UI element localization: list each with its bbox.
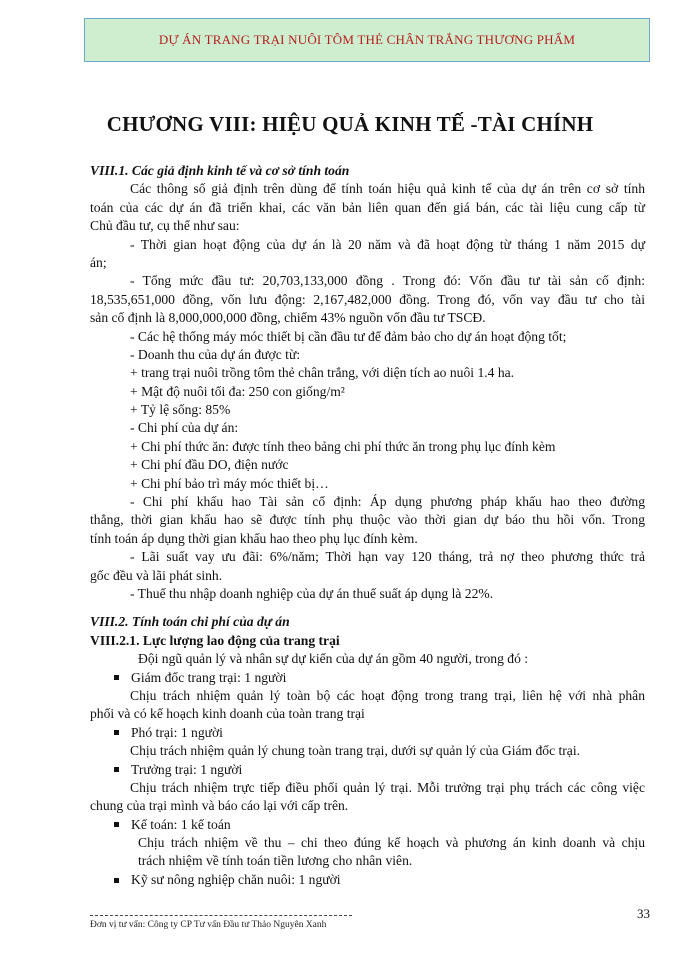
paragraph-line: - Thuế thu nhập doanh nghiệp của dự án thuế suất áp dụng là 22%. [130,585,494,601]
bullet-icon [114,822,119,827]
paragraph-line: chung của trại mình và báo cáo lại với cấp trên. [90,798,349,814]
paragraph-line: Chịu trách nhiệm quản lý toàn bộ các hoạt động trong trang trại, liên hệ với nhà phân [130,687,645,703]
bullet-icon [114,878,119,883]
paragraph-line: Chịu trách nhiệm quản lý chung toàn trang trại, dưới sự quản lý của Giám đốc trại. [130,743,581,759]
paragraph-line: - Doanh thu của dự án được từ: [130,346,301,362]
bullet-icon [114,767,119,772]
role-title: Giám đốc trang trại: 1 người [131,669,287,685]
paragraph-line: - Thời gian hoạt động của dự án là 20 năm và đã hoạt động từ tháng 1 năm 2015 dự [130,236,645,252]
role-title: Phó trại: 1 người [131,724,223,740]
paragraph-line: 18,535,651,000 đồng, vốn lưu động: 2,167,482,000 đồng. Trong đó, vốn vay đầu tư cho tài [90,291,645,307]
document-header [84,18,650,62]
list-item [90,871,645,889]
role-title: Trưởng trại: 1 người [131,761,243,777]
bullet-icon [114,730,119,735]
paragraph-line: + Mật độ nuôi tối đa: 250 con giống/m² [130,383,345,399]
paragraph-line: Đội ngũ quản lý và nhân sự dự kiến của dự án gồm 40 người, trong đó : [138,651,529,667]
paragraph-line: + Chi phí thức ăn: được tính theo bảng chi phí thức ăn trong phụ lục đính kèm [130,438,556,454]
paragraph-line: - Lãi suất vay ưu đãi: 6%/năm; Thời hạn vay 120 tháng, trả nợ theo phương thức trả [130,549,645,565]
paragraph-line: + Chi phí đầu DO, điện nước [130,457,289,473]
section-heading: VIII.1. Các giả định kinh tế và cơ sở tính toán [90,163,350,178]
role-title: Kế toán: 1 kế toán [131,816,231,832]
list-item [90,816,645,834]
paragraph-line: gốc đều và lãi phát sinh. [90,567,223,583]
paragraph-line: toán của các dự án đã triển khai, các văn bản liên quan đến giá bán, các tài liệu cung cấp từ [90,199,645,215]
paragraph-line: - Chi phí khấu hao Tài sản cố định: Áp dụng phương pháp khấu hao theo đường [130,494,645,510]
paragraph-line: thẳng, thời gian khấu hao sẽ được tính phụ thuộc vào thời gian dự báo thu hồi vốn. Trong [90,512,645,528]
paragraph-line: phối và có kế hoạch kinh doanh của toàn trang trại [90,706,365,722]
page-number: 33 [637,906,650,921]
paragraph-line: - Chi phí của dự án: [130,420,239,436]
header-title: DỰ ÁN TRANG TRẠI NUÔI TÔM THẺ CHÂN TRẮNG THƯƠNG PHẨM [158,32,576,47]
document-body [90,162,645,889]
footer-divider [90,915,352,916]
paragraph-line: Chịu trách nhiệm trực tiếp điều phối quản lý trại. Mỗi trưởng trại phụ trách các công việc [130,779,645,795]
footer-consultant: Đơn vị tư vấn: Công ty CP Tư vấn Đầu tư Thảo Nguyên Xanh [90,920,327,930]
section-heading: VIII.2. Tính toán chi phí của dự án [90,614,290,630]
list-item [90,761,645,779]
list-item [90,669,645,687]
paragraph-line: + Tỷ lệ sống: 85% [130,402,231,418]
chapter-title: CHƯƠNG VIII: HIỆU QUẢ KINH TẾ -TÀI CHÍNH [106,112,594,136]
subsection-heading: VIII.2.1. Lực lượng lao động của trang trại [90,632,340,648]
paragraph-line: tính toán áp dụng thời gian khấu hao theo phụ lục đính kèm. [90,530,418,546]
bullet-icon [114,675,119,680]
paragraph-line: Chịu trách nhiệm về thu – chi theo đúng kế hoạch và phương án kinh doanh và chịu [138,835,645,851]
paragraph-line: - Tổng mức đầu tư: 20,703,133,000 đồng . Trong đó: Vốn đầu tư tài sản cố định: [130,273,645,289]
paragraph-line: sản cố định là 8,000,000,000 đồng, chiếm 43% nguồn vốn đầu tư TSCĐ. [90,310,486,326]
paragraph-line: + Chi phí bảo trì máy móc thiết bị… [130,475,329,491]
paragraph-line: - Các hệ thống máy móc thiết bị cần đầu tư để đảm bảo cho dự án hoạt động tốt; [130,328,567,344]
list-item [90,724,645,742]
paragraph-line: + trang trại nuôi trồng tôm thẻ chân trắng, với diện tích ao nuôi 1.4 ha. [130,365,515,381]
paragraph-line: trách nhiệm về tính toán tiền lương cho nhân viên. [138,853,413,869]
paragraph-line: án; [90,254,107,270]
paragraph-line: Các thông số giả định trên dùng để tính toán hiệu quả kinh tế của dự án trên cơ sở tính [130,181,645,197]
paragraph-line: Chủ đầu tư, cụ thể như sau: [90,218,240,234]
role-title: Kỹ sư nông nghiệp chăn nuôi: 1 người [131,871,341,887]
